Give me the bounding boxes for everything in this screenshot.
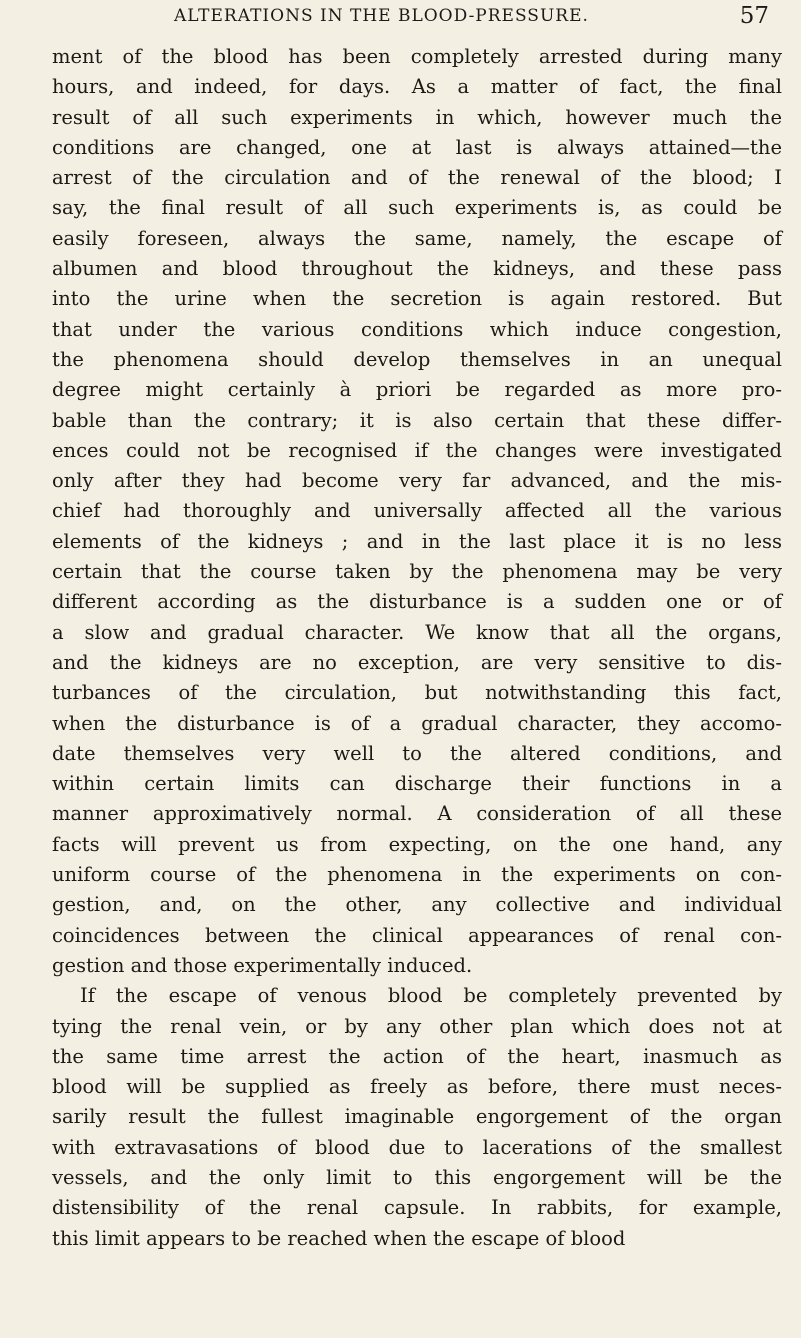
- text-line: manner approximatively normal. A consideration of all these: [52, 802, 782, 826]
- text-line: degree might certainly à priori be regarded as more pro-: [52, 378, 782, 402]
- text-line: chief had thoroughly and universally affected all the various: [52, 499, 782, 523]
- text-line: and the kidneys are no exception, are very sensitive to dis-: [52, 650, 782, 674]
- text-line: within certain limits can discharge their functions in a: [52, 772, 782, 796]
- text-line: date themselves very well to the altered conditions, and: [52, 741, 782, 765]
- text-line: only after they had become very far advanced, and the mis-: [52, 469, 782, 493]
- text-line: into the urine when the secretion is again restored. But: [52, 287, 782, 311]
- text-line: conditions are changed, one at last is always attained—the: [52, 135, 782, 159]
- text-line: sarily result the fullest imaginable engorgement of the organ: [52, 1105, 782, 1129]
- text-line: bable than the contrary; it is also certain that these differ-: [52, 408, 782, 432]
- text-line: blood will be supplied as freely as before, there must neces-: [52, 1075, 782, 1099]
- text-line: arrest of the circulation and of the renewal of the blood; I: [52, 166, 782, 190]
- text-line: coincidences between the clinical appearances of renal con-: [52, 923, 782, 947]
- text-line: distensibility of the renal capsule. In rabbits, for example,: [52, 1196, 782, 1220]
- text-line: If the escape of venous blood be completely prevented by: [80, 984, 782, 1008]
- text-line: a slow and gradual character. We know that all the organs,: [52, 620, 782, 644]
- text-line: certain that the course taken by the phenomena may be very: [52, 560, 782, 584]
- text-line: elements of the kidneys ; and in the last place it is no less: [52, 529, 782, 553]
- text-line: result of all such experiments in which, however much the: [52, 105, 782, 129]
- text-line: ment of the blood has been completely arrested during many: [52, 45, 782, 68]
- text-line: easily foreseen, always the same, namely, the escape of: [52, 226, 782, 250]
- text-line: with extravasations of blood due to lacerations of the smallest: [52, 1135, 782, 1159]
- text-line: hours, and indeed, for days. As a matter of fact, the final: [52, 75, 782, 99]
- text-line: turbances of the circulation, but notwithstanding this fact,: [52, 681, 782, 705]
- text-line: uniform course of the phenomena in the experiments on con-: [52, 863, 782, 887]
- body-text: [52, 42, 782, 1254]
- text-line: when the disturbance is of a gradual character, they accomo-: [52, 711, 782, 735]
- page-number: 57: [739, 3, 769, 29]
- text-line: albumen and blood throughout the kidneys, and these pass: [52, 257, 782, 281]
- text-line: ences could not be recognised if the changes were investigated: [52, 438, 782, 462]
- text-line: facts will prevent us from expecting, on the one hand, any: [52, 832, 782, 856]
- text-line: different according as the disturbance is a sudden one or of: [52, 590, 782, 614]
- running-head: ALTERATIONS IN THE BLOOD-PRESSURE.: [174, 6, 589, 26]
- text-line: the same time arrest the action of the heart, inasmuch as: [52, 1044, 782, 1068]
- text-line: tying the renal vein, or by any other plan which does not at: [52, 1014, 782, 1038]
- text-line: gestion, and, on the other, any collective and individual: [52, 893, 782, 917]
- text-line: the phenomena should develop themselves in an unequal: [52, 347, 782, 371]
- text-line: gestion and those experimentally induced.: [52, 953, 473, 977]
- text-line: say, the final result of all such experiments is, as could be: [52, 196, 782, 220]
- text-line: that under the various conditions which induce congestion,: [52, 317, 782, 341]
- text-line: vessels, and the only limit to this engorgement will be the: [52, 1165, 782, 1189]
- text-line: this limit appears to be reached when the escape of blood: [52, 1226, 626, 1250]
